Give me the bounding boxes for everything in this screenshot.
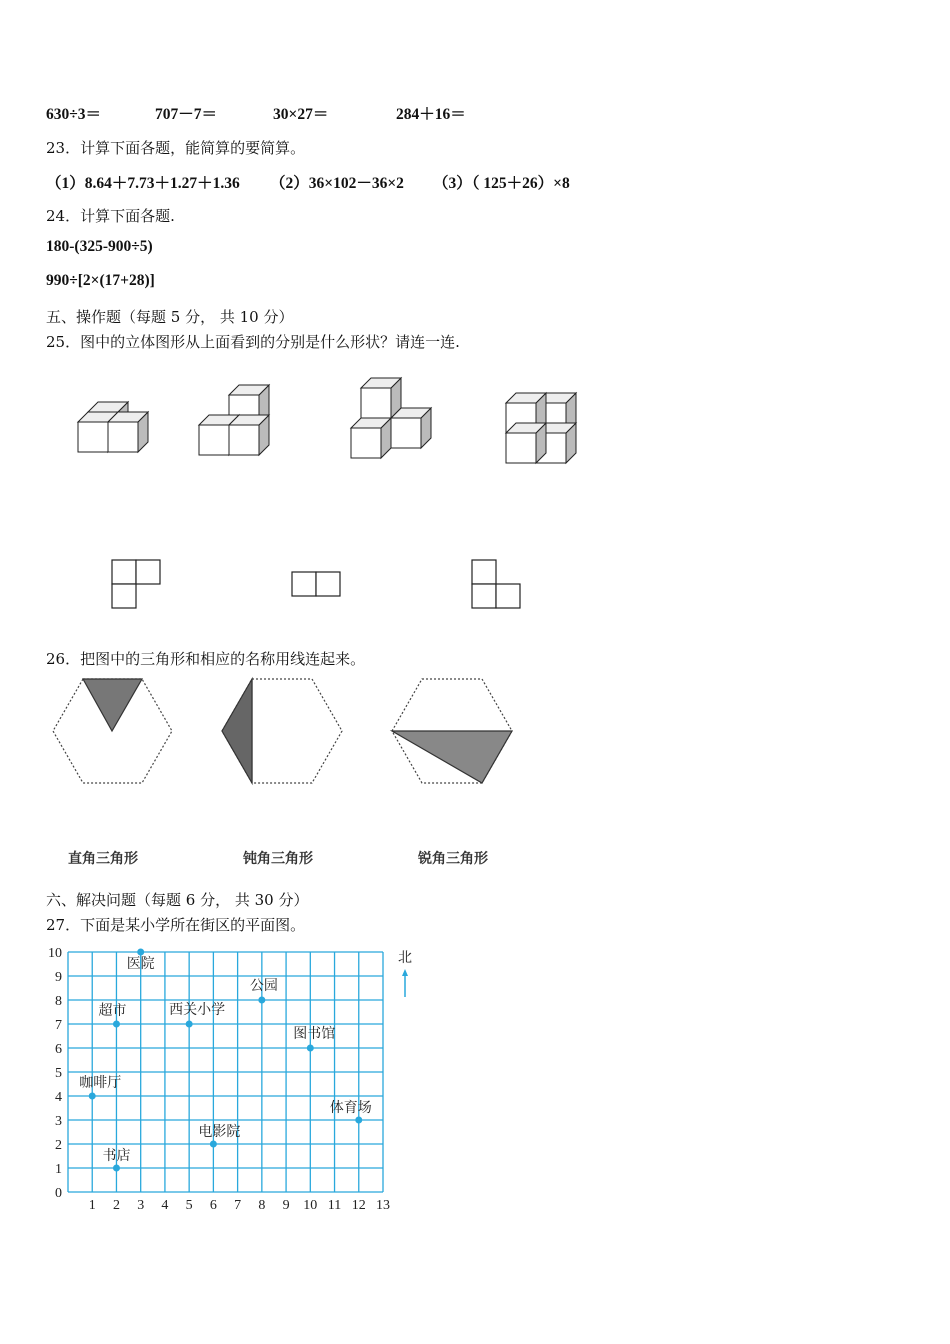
x-tick-label: 3 xyxy=(137,1198,145,1213)
triangle-name-3: 锐角三角形 xyxy=(418,851,488,867)
q24-item-2: 990÷[2×(17+28)] xyxy=(46,272,155,289)
cube xyxy=(506,423,546,463)
oral-3: 30×27＝ xyxy=(273,106,329,123)
q23-item-3: （3）（ 125＋26）×8 xyxy=(433,175,570,192)
y-tick-label: 3 xyxy=(55,1114,62,1129)
section-6-heading: 六、解决问题（每题 6 分， 共 30 分） xyxy=(46,891,309,909)
cube-front xyxy=(391,418,421,448)
cube xyxy=(361,378,401,418)
top-view-1 xyxy=(112,560,160,608)
x-tick-label: 12 xyxy=(351,1198,366,1213)
oral-1: 630÷3＝ xyxy=(46,106,102,123)
map-label: 西关小学 xyxy=(169,1002,226,1018)
map-label: 体育场 xyxy=(329,1100,372,1116)
street-map-grid xyxy=(48,946,412,1213)
map-point xyxy=(113,1021,120,1028)
x-tick-label: 5 xyxy=(185,1198,193,1213)
map-point xyxy=(186,1021,193,1028)
y-tick-label: 2 xyxy=(55,1138,62,1153)
x-tick-label: 4 xyxy=(161,1198,169,1213)
shaded-triangle-1 xyxy=(83,679,142,731)
shaded-triangle-3 xyxy=(392,731,512,783)
cube-front xyxy=(506,433,536,463)
cube-front xyxy=(361,388,391,418)
y-tick-label: 5 xyxy=(55,1066,62,1081)
hexagon-figures xyxy=(53,679,512,783)
q23-title: 23．计算下面各题，能简算的要简算。 xyxy=(46,139,306,157)
map-label: 超市 xyxy=(98,1003,127,1019)
y-tick-label: 9 xyxy=(55,970,62,985)
cube xyxy=(351,418,391,458)
x-tick-label: 13 xyxy=(376,1198,390,1213)
map-label: 医院 xyxy=(126,956,155,972)
top-view-3 xyxy=(472,560,520,608)
cube xyxy=(108,412,148,452)
map-point xyxy=(210,1141,217,1148)
triangle-name-2: 钝角三角形 xyxy=(243,851,313,867)
map-point xyxy=(137,949,144,956)
cube xyxy=(229,415,269,455)
y-tick-label: 10 xyxy=(48,946,62,961)
x-tick-label: 2 xyxy=(112,1198,120,1213)
top-view-2 xyxy=(292,572,340,596)
map-point xyxy=(307,1045,314,1052)
oral-2: 707－7＝ xyxy=(155,106,218,123)
map-label: 书店 xyxy=(102,1148,131,1164)
y-tick-label: 0 xyxy=(55,1186,62,1201)
x-tick-label: 7 xyxy=(234,1198,242,1213)
top-views xyxy=(112,560,520,608)
map-label: 图书馆 xyxy=(293,1026,336,1042)
y-tick-label: 8 xyxy=(55,994,62,1009)
map-point xyxy=(355,1117,362,1124)
q23-item-1: （1）8.64＋7.73＋1.27＋1.36 xyxy=(46,175,240,192)
cube xyxy=(391,408,431,448)
q26-title: 26．把图中的三角形和相应的名称用线连起来。 xyxy=(46,650,366,668)
cube-front xyxy=(108,422,138,452)
x-tick-label: 1 xyxy=(88,1198,96,1213)
triangle-name-1: 直角三角形 xyxy=(68,851,138,867)
x-tick-label: 6 xyxy=(209,1198,217,1213)
y-tick-label: 1 xyxy=(55,1162,62,1177)
cube-front xyxy=(199,425,229,455)
cube-front xyxy=(351,428,381,458)
map-label: 电影院 xyxy=(198,1124,241,1140)
map-label: 咖啡厅 xyxy=(79,1075,122,1091)
x-tick-label: 8 xyxy=(258,1198,266,1213)
x-tick-label: 11 xyxy=(327,1198,342,1213)
y-tick-label: 4 xyxy=(55,1090,62,1105)
map-point xyxy=(258,997,265,1004)
q27-title: 27．下面是某小学所在街区的平面图。 xyxy=(46,916,306,934)
q25-title: 25．图中的立体图形从上面看到的分别是什么形状？请连一连. xyxy=(46,333,460,351)
map-point xyxy=(113,1165,120,1172)
map-point xyxy=(89,1093,96,1100)
x-tick-label: 9 xyxy=(282,1198,290,1213)
cube-front xyxy=(78,422,108,452)
section-5-heading: 五、操作题（每题 5 分， 共 10 分） xyxy=(46,308,294,326)
north-label: 北 xyxy=(398,950,412,966)
shaded-triangle-2 xyxy=(222,679,252,783)
cube-front xyxy=(229,425,259,455)
q23-item-2: （2）36×102－36×2 xyxy=(270,175,404,192)
x-tick-label: 10 xyxy=(303,1198,318,1213)
y-tick-label: 7 xyxy=(55,1018,62,1033)
solid-figures xyxy=(78,378,576,463)
oral-4: 284＋16＝ xyxy=(396,106,466,123)
q24-item-1: 180-(325-900÷5) xyxy=(46,238,153,255)
map-label: 公园 xyxy=(249,978,278,994)
y-tick-label: 6 xyxy=(55,1042,62,1057)
north-arrowhead-icon xyxy=(402,969,408,976)
q24-title: 24．计算下面各题. xyxy=(46,207,175,225)
